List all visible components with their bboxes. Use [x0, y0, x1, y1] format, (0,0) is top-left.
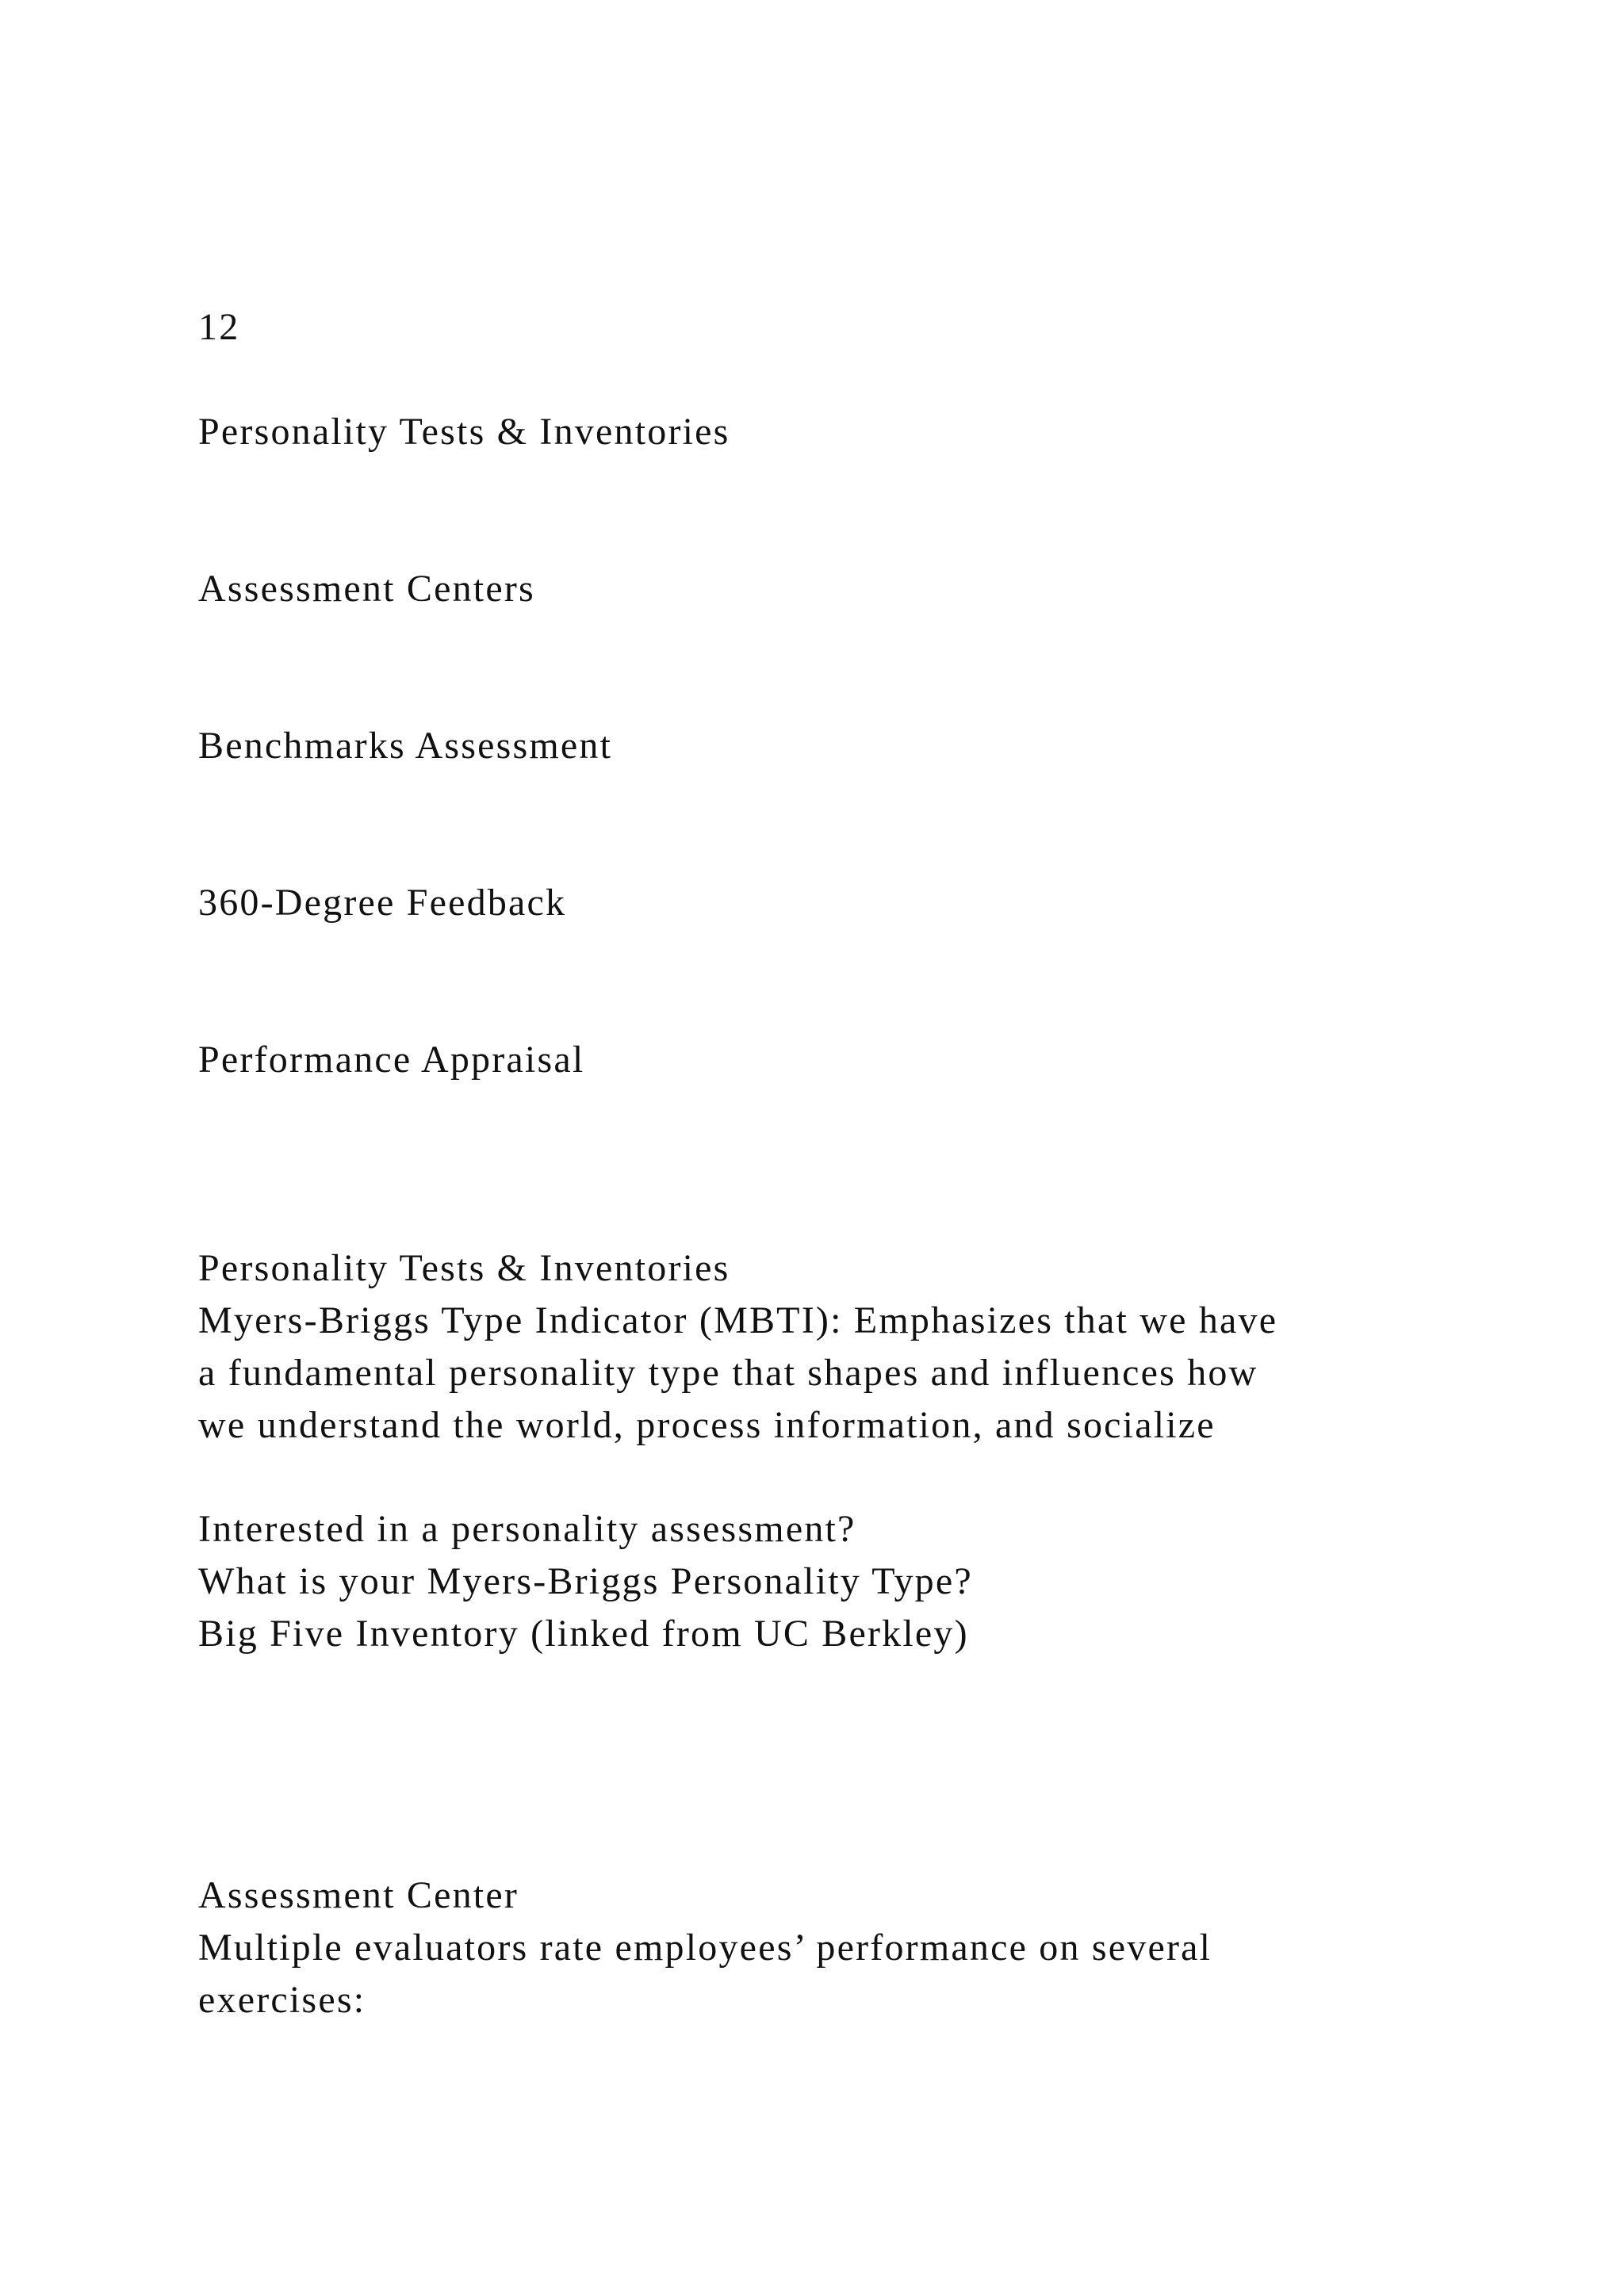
resource-link[interactable]: What is your Myers-Briggs Personality Type? [198, 1560, 973, 1602]
outline-item: Performance Appraisal [198, 1039, 585, 1081]
section-heading: Personality Tests & Inventories [198, 1247, 730, 1289]
section-heading: Assessment Center [198, 1874, 519, 1916]
page-number: 12 [198, 306, 240, 348]
body-text-line: exercises: [198, 1979, 366, 2021]
body-text-line: we understand the world, process information, and socialize [198, 1404, 1216, 1446]
body-text-line: Multiple evaluators rate employees’ performance on several [198, 1927, 1212, 1969]
outline-item: Benchmarks Assessment [198, 725, 613, 767]
resource-link[interactable]: Big Five Inventory (linked from UC Berkley) [198, 1613, 969, 1655]
outline-item: Personality Tests & Inventories [198, 411, 730, 453]
resource-link[interactable]: Interested in a personality assessment? [198, 1508, 856, 1550]
outline-item: 360-Degree Feedback [198, 882, 567, 924]
outline-item: Assessment Centers [198, 568, 535, 610]
body-text-line: a fundamental personality type that shapes and influences how [198, 1352, 1258, 1394]
body-text-line: Myers-Briggs Type Indicator (MBTI): Emphasizes that we have [198, 1299, 1278, 1341]
